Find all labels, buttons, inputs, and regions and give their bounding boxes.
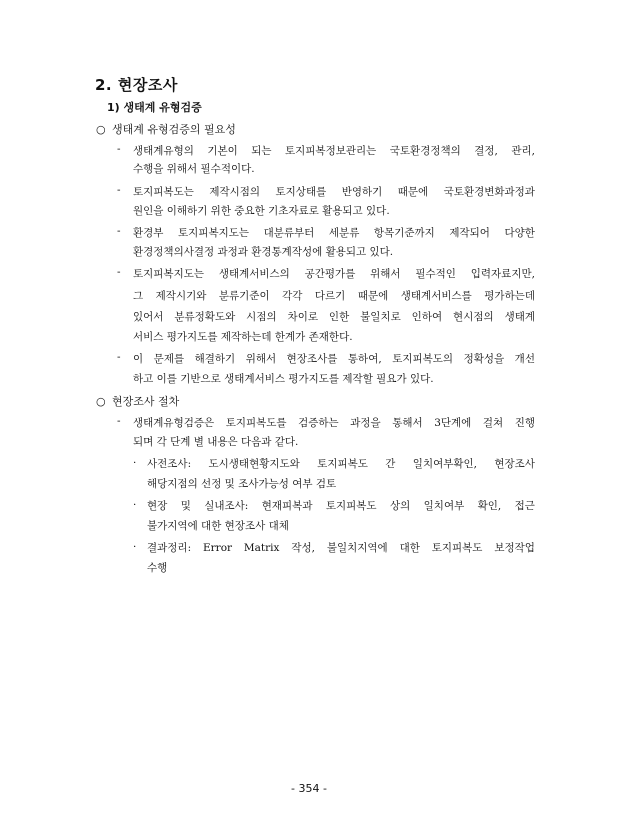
page-number: - 354 - [291, 782, 327, 795]
section-heading: 2. 현장조사 [95, 76, 178, 94]
paragraph-line: 이 문제를 해결하기 위해서 현장조사를 통하여, 토지피복도의 정확성을 개선 [133, 353, 535, 365]
paragraph-line: 있어서 분류정확도와 시점의 차이로 인한 불일치로 인하여 현시점의 생태계 [133, 311, 535, 323]
paragraph-line: 토지피복지도는 생태계서비스의 공간평가를 위해서 필수적인 입력자료지만, [133, 268, 535, 280]
paragraph-line: 서비스 평가지도를 제작하는데 한계가 존재한다. [133, 331, 353, 343]
paragraph-line: 되며 각 단계 별 내용은 다음과 같다. [133, 436, 299, 448]
bullet-marker: · [133, 499, 137, 511]
circle-marker-icon: ○ [96, 395, 106, 408]
dash-marker: - [117, 266, 121, 278]
section1-title: 생태계 유형검증의 필요성 [112, 123, 236, 136]
step-line: 불가지역에 대한 현장조사 대체 [147, 520, 289, 532]
step-line: 해당지점의 선정 및 조사가능성 여부 검토 [147, 478, 337, 490]
subsection-heading: 1) 생태계 유형검증 [107, 101, 202, 114]
bullet-marker: · [133, 457, 137, 469]
circle-marker-icon: ○ [96, 123, 106, 136]
paragraph-line: 환경정책의사결정 과정과 환경통계작성에 활용되고 있다. [133, 246, 394, 258]
bullet-marker: · [133, 541, 137, 553]
section1-title-row [96, 121, 236, 137]
paragraph-line: 그 제작시기와 분류기준이 각각 다르기 때문에 생태계서비스를 평가하는데 [133, 290, 535, 302]
step-line: 사전조사: 도시생태현황지도와 토지피복도 간 일치여부확인, 현장조사 [147, 458, 535, 470]
section2-title-row [96, 393, 179, 409]
dash-marker: - [117, 184, 121, 196]
paragraph-line: 하고 이를 기반으로 생태계서비스 평가지도를 제작할 필요가 있다. [133, 373, 434, 385]
step-line: 현장 및 실내조사: 현재피복과 토지피복도 상의 일치여부 확인, 접근 [147, 500, 535, 512]
paragraph-line: 원인을 이해하기 위한 중요한 기초자료로 활용되고 있다. [133, 205, 390, 217]
paragraph-line: 환경부 토지피복지도는 대분류부터 세분류 항목기준까지 제작되어 다양한 [133, 227, 535, 239]
dash-marker: - [117, 351, 121, 363]
paragraph-line: 생태계유형의 기본이 되는 토지피복정보관리는 국토환경정책의 결정, 관리, [133, 145, 535, 157]
paragraph-line: 생태계유형검증은 토지피복도를 검증하는 과정을 통해서 3단계에 걸쳐 진행 [133, 417, 535, 429]
dash-marker: - [117, 143, 121, 155]
dash-marker: - [117, 225, 121, 237]
step-line: 수행 [147, 562, 168, 574]
section2-title: 현장조사 절차 [112, 395, 180, 408]
step-line: 결과정리: Error Matrix 작성, 불일치지역에 대한 토지피복도 보정작업 [147, 542, 535, 554]
dash-marker: - [117, 415, 121, 427]
paragraph-line: 토지피복도는 제작시점의 토지상태를 반영하기 때문에 국토환경변화과정과 [133, 186, 535, 198]
paragraph-line: 수행을 위해서 필수적이다. [133, 163, 255, 175]
